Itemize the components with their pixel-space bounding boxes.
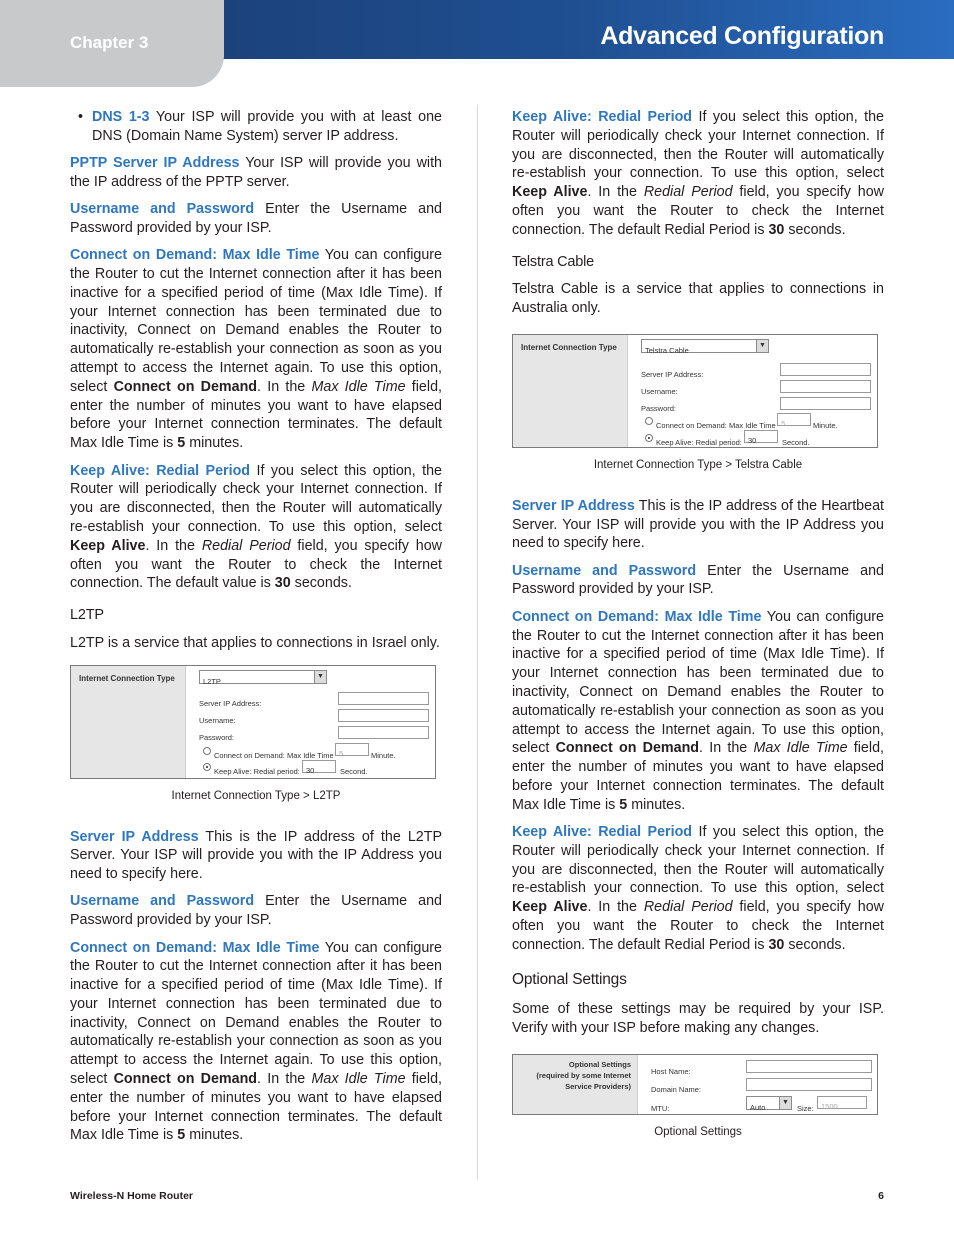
bullet-dot-icon: • [78,109,84,125]
select-value: Auto [750,1102,766,1112]
l2tp-screenshot [70,665,436,779]
second-unit: Second. [340,766,368,776]
connect-on-demand-paragraph [70,246,442,453]
term: Keep Alive: Redial Period [70,462,251,479]
mtu-select[interactable] [746,1096,792,1110]
column-divider [477,105,478,1180]
body-text: minutes. [627,796,686,813]
connect-on-demand-paragraph [512,608,884,815]
term: Username and Password [70,201,255,218]
minute-unit: Minute. [813,420,838,430]
bold-text: 5 [619,796,628,813]
chapter-label: Chapter 3 [70,33,149,52]
optional-intro: Some of these settings may be required by your ISP. Verify with your ISP before making any changes. [512,1001,884,1037]
username-label: Username: [641,386,678,396]
username-paragraph-2 [70,892,442,930]
password-input[interactable] [338,726,429,739]
body-text: field, enter the number of minutes you want to have elapsed before your Internet connection terminates. The default Max Idle Time is [512,740,884,813]
username-paragraph [70,200,442,238]
keep-alive-paragraph-2 [512,823,884,955]
optional-settings-label [536,1059,631,1092]
redial-period-input[interactable]: 30 [744,430,778,443]
chevron-down-icon: ▼ [756,340,768,352]
keep-alive-paragraph [512,108,884,240]
label-line: (required by some Internet [536,1070,631,1080]
telstra-intro: Telstra Cable is a service that applies to connections in Australia only. [512,281,884,317]
second-unit: Second. [782,437,810,447]
connection-type-select[interactable] [641,339,769,353]
server-ip-paragraph [512,497,884,553]
username-label: Username: [199,715,236,725]
pptp-paragraph [70,154,442,192]
screenshot-sidebar [513,1055,638,1114]
term: Connect on Demand: Max Idle Time [70,939,320,956]
size-label: Size: [797,1103,814,1113]
host-name-label: Host Name: [651,1066,691,1076]
optional-settings-screenshot [512,1054,878,1115]
username-input[interactable] [780,380,871,393]
username-paragraph [512,562,884,600]
password-input[interactable] [780,397,871,410]
body-text: This is the IP address of the L2TP Server. Your ISP will provide you with the IP Address you need to specify here. [70,828,443,883]
bold-text: Connect on Demand [555,740,700,757]
body-text: seconds. [784,221,846,238]
body-text: field, enter the number of minutes you want to have elapsed before your Internet connection terminates. The default Max Idle Time is [70,1071,442,1144]
optional-caption: Optional Settings [654,1125,742,1138]
domain-name-input[interactable] [746,1078,872,1091]
body-text: Enter the Username and Password provided by your ISP. [70,893,442,929]
screenshot-section-label: Internet Connection Type [79,673,175,683]
domain-name-label: Domain Name: [651,1084,702,1094]
section-heading-l2tp: L2TP [70,607,104,624]
bold-text: Keep Alive [70,537,146,554]
body-text: seconds. [290,575,352,592]
italic-text: Max Idle Time [753,740,848,757]
italic-text: Redial Period [643,184,733,201]
term: Connect on Demand: Max Idle Time [512,608,762,625]
term: Server IP Address [512,497,635,514]
connect-on-demand-paragraph-2 [70,939,442,1146]
body-text: You can configure the Router to cut the Internet connection after it has been inactive for a specified period of time (Max Idle Time). If your Internet connection has been terminated due to inactivity, Connect on Demand enables the Router to automatically re-establish your connection as soon as you attempt to access the Internet again. To use this option, select [70,247,443,395]
label-line: Service Providers) [565,1081,631,1091]
server-ip-input[interactable] [338,692,429,705]
body-text: You can configure the Router to cut the Internet connection after it has been inactive for a specified period of time (Max Idle Time). If your Internet connection has been terminated due to inactivity, Connect on Demand enables the Router to automatically re-establish your connection as soon as you attempt to access the Internet again. To use this option, select [70,939,443,1088]
body-text: field, you specify how often you want the Router to check the Internet connection. The default Redial Period is [512,184,884,238]
bold-text: 5 [177,435,186,452]
l2tp-caption: Internet Connection Type > L2TP [171,789,341,802]
telstra-screenshot [512,334,878,448]
body-text: minutes. [185,435,244,452]
chevron-down-icon: ▼ [779,1097,791,1109]
mtu-size-input[interactable]: 1500 [817,1096,867,1109]
body-text: Enter the Username and Password provided by your ISP. [70,201,442,236]
body-text: . In the [257,1071,312,1088]
max-idle-input[interactable]: 5 [335,743,369,756]
body-text: Enter the Username and Password provided by your ISP. [512,562,884,598]
italic-text: Redial Period [643,899,733,916]
body-text: Your ISP will provide you with at least one DNS (Domain Name System) server IP address. [92,109,442,144]
host-name-input[interactable] [746,1060,872,1073]
dns-bullet [70,108,442,146]
body-text: If you select this option, the Router will periodically check your Internet connection. If you are disconnected, then the Router will automatically re-establish your connection. To use this option, select [512,824,884,897]
minute-unit: Minute. [371,750,396,760]
chevron-down-icon: ▼ [314,671,326,683]
bold-text: 30 [274,575,291,592]
screenshot-section-label: Internet Connection Type [521,342,617,352]
body-text: field, you specify how often you want the Router to check the Internet connection. The default Redial Period is [512,899,884,953]
keep-alive-label: Keep Alive: Redial period: [656,437,742,447]
password-label: Password: [641,403,677,413]
italic-text: Max Idle Time [311,378,406,395]
connection-type-select[interactable] [199,670,327,684]
select-value: L2TP [203,676,221,686]
server-ip-label: Server IP Address: [199,698,262,708]
max-idle-input[interactable]: 5 [777,413,811,426]
bold-text: Connect on Demand [113,378,258,395]
body-text: This is the IP address of the Heartbeat Server. Your ISP will provide you with the IP Address you need to specify here. [512,497,884,552]
server-ip-input[interactable] [780,363,871,376]
label-line: Optional Settings [568,1059,631,1069]
footer-product: Wireless-N Home Router [70,1190,194,1202]
select-value: Telstra Cable [645,345,689,355]
term: Keep Alive: Redial Period [512,824,693,841]
term: PPTP Server IP Address [70,155,240,172]
body-text: . In the [257,378,312,395]
connect-on-demand-label: Connect on Demand: Max Idle Time [214,750,334,760]
term: Username and Password [70,893,255,910]
term: Server IP Address [70,828,199,845]
keep-alive-radio[interactable] [203,763,211,771]
keep-alive-label: Keep Alive: Redial period: [214,766,300,776]
server-ip-paragraph [70,828,442,884]
left-column [70,108,442,1154]
bold-text: Keep Alive [512,184,588,201]
term: Keep Alive: Redial Period [512,109,693,125]
mtu-label: MTU: [651,1103,670,1113]
body-text: . In the [587,899,644,916]
body-text: If you select this option, the Router will periodically check your Internet connection. If you are disconnected, then the Router will automatically re-establish your connection. To use this option, select [70,462,442,535]
password-label: Password: [199,732,235,742]
body-text: . In the [699,740,754,757]
section-heading-telstra: Telstra Cable [512,253,595,270]
body-text: field, enter the number of minutes you want to have elapsed before your Internet connection terminates. The default Max Idle Time is [70,378,442,452]
screenshot-sidebar [513,335,628,447]
redial-period-input[interactable]: 30 [302,760,336,773]
italic-text: Max Idle Time [311,1071,406,1088]
connect-on-demand-label: Connect on Demand: Max Idle Time [656,420,776,430]
term: Username and Password [512,562,697,579]
body-text: You can configure the Router to cut the Internet connection after it has been inactive for a specified period of time (Max Idle Time). If your Internet connection has been terminated due to inactivity, Connect on Demand enables the Router to automatically re-establish your connection as soon as you attempt to access the Internet again. To use this option, select [512,608,885,757]
term: Connect on Demand: Max Idle Time [70,247,320,264]
bold-text: 30 [768,221,785,238]
right-column [512,108,884,1164]
section-heading-optional: Optional Settings [512,970,627,988]
keep-alive-radio[interactable] [645,434,653,442]
page-number: 6 [878,1190,884,1202]
body-text: If you select this option, the Router will periodically check your Internet connection. If you are disconnected, then the Router will automatically re-establish your connection. To use this option, select [512,109,884,182]
screenshot-sidebar [71,666,186,778]
italic-text: Redial Period [201,537,291,554]
connect-on-demand-radio[interactable] [645,417,653,425]
keep-alive-paragraph [70,462,442,594]
body-text: Your ISP will provide you with the IP address of the PPTP server. [70,155,443,190]
connect-on-demand-radio[interactable] [203,747,211,755]
body-text: field, you specify how often you want the Router to check the Internet connection. The default value is [70,537,442,592]
body-text: seconds. [784,936,846,953]
body-text: . In the [145,537,202,554]
bold-text: Keep Alive [512,899,588,916]
body-text: . In the [587,184,644,201]
body-text: minutes. [185,1127,244,1144]
term: DNS 1-3 [92,109,150,125]
bold-text: 5 [177,1127,186,1144]
l2tp-intro: L2TP is a service that applies to connections in Israel only. [70,634,440,651]
bold-text: Connect on Demand [113,1071,258,1088]
telstra-caption: Internet Connection Type > Telstra Cable [593,458,803,471]
server-ip-label: Server IP Address: [641,369,704,379]
bold-text: 30 [768,936,785,953]
username-input[interactable] [338,709,429,722]
page-title: Advanced Configuration [600,22,884,50]
